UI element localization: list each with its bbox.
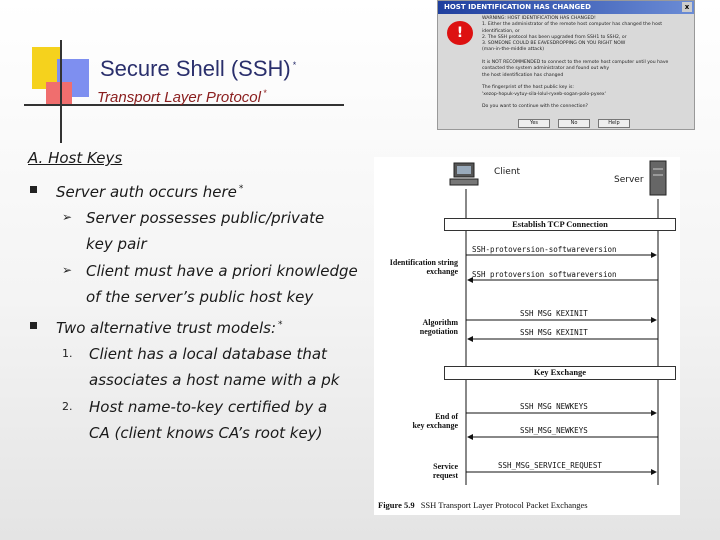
tcp-connection-box: Establish TCP Connection bbox=[444, 218, 676, 231]
arrow-bullet-icon: ➢ bbox=[62, 210, 73, 224]
message-label: SSH MSG KEXINIT bbox=[520, 328, 588, 337]
list-item-text: Client has a local database that bbox=[89, 345, 327, 363]
list-item-text: associates a host name with a pk bbox=[89, 371, 340, 389]
yes-button[interactable]: Yes bbox=[518, 119, 550, 128]
arrow-bullet-icon: ➢ bbox=[62, 263, 73, 277]
list-number: 2. bbox=[62, 400, 73, 413]
close-icon[interactable]: x bbox=[682, 2, 692, 12]
message-label: SSH MSG KEXINIT bbox=[520, 309, 588, 318]
step-label: Algorithm negotiation bbox=[419, 318, 458, 336]
message-label: SSH-protoversion-softwareversion bbox=[472, 245, 617, 254]
step-label: End of key exchange bbox=[412, 412, 458, 430]
key-exchange-box: Key Exchange bbox=[444, 366, 676, 380]
bullet-square-icon bbox=[30, 322, 37, 329]
section-heading: A. Host Keys bbox=[28, 149, 123, 167]
dialog-title-bar: HOST IDENTIFICATION HAS CHANGED x bbox=[438, 1, 694, 14]
warning-icon: ! bbox=[447, 21, 473, 45]
list-number: 1. bbox=[62, 347, 73, 360]
list-item-text: Host name-to-key certified by a bbox=[89, 398, 328, 416]
figure-caption: Figure 5.9 SSH Transport Layer Protocol Packet Exchanges bbox=[378, 500, 588, 510]
bullet-text: Server auth occurs here * bbox=[56, 183, 244, 201]
message-label: SSH_MSG_NEWKEYS bbox=[520, 426, 588, 435]
ssh-exchange-figure bbox=[374, 157, 680, 515]
message-label: SSH MSG NEWKEYS bbox=[520, 402, 588, 411]
no-button[interactable]: No bbox=[558, 119, 590, 128]
list-item-text: CA (client knows CA’s root key) bbox=[89, 424, 323, 442]
slide-subtitle: Transport Layer Protocol * bbox=[97, 88, 267, 106]
server-label: Server bbox=[614, 175, 644, 185]
client-label: Client bbox=[494, 167, 521, 177]
deco-red-square bbox=[46, 82, 72, 104]
bullet-square-icon bbox=[30, 186, 37, 193]
sub-bullet-text: of the server’s public host key bbox=[86, 288, 314, 306]
slide-title: Secure Shell (SSH) * bbox=[100, 56, 297, 81]
sub-bullet-text: Client must have a priori knowledge bbox=[86, 262, 358, 280]
deco-vertical-line bbox=[60, 40, 62, 143]
bullet-text: Two alternative trust models: * bbox=[56, 319, 283, 337]
message-label: SSH protoversion softwareversion bbox=[472, 270, 617, 279]
message-label: SSH_MSG_SERVICE_REQUEST bbox=[498, 461, 602, 470]
step-label: Service request bbox=[432, 462, 458, 480]
sub-bullet-text: key pair bbox=[86, 235, 147, 253]
host-warning-dialog bbox=[437, 0, 695, 130]
step-label: Identification string exchange bbox=[389, 258, 458, 276]
sub-bullet-text: Server possesses public/private bbox=[86, 209, 325, 227]
help-button[interactable]: Help bbox=[598, 119, 630, 128]
dialog-message: WARNING: HOST IDENTIFICATION HAS CHANGED! 1. Either the administrator of the remote host computer has changed the host identification, or 2. The SSH protocol has been upgraded from SSH1 to SSH2, or 3. SOMEONE COULD BE EAVESDROPPING ON YOU RIGHT NOW (man-in-the-middle attack) It is NOT RECOMMENDED to connect to the remote host computer until you have contacted the system administrator and found out why the host identification has changed The fingerprint of the host public key is: 'xezop-hopuk-vytuy-sila-lolul-ryxeb-sogan-polo-pyxex' Do you want to continue with the connection? bbox=[482, 16, 669, 110]
